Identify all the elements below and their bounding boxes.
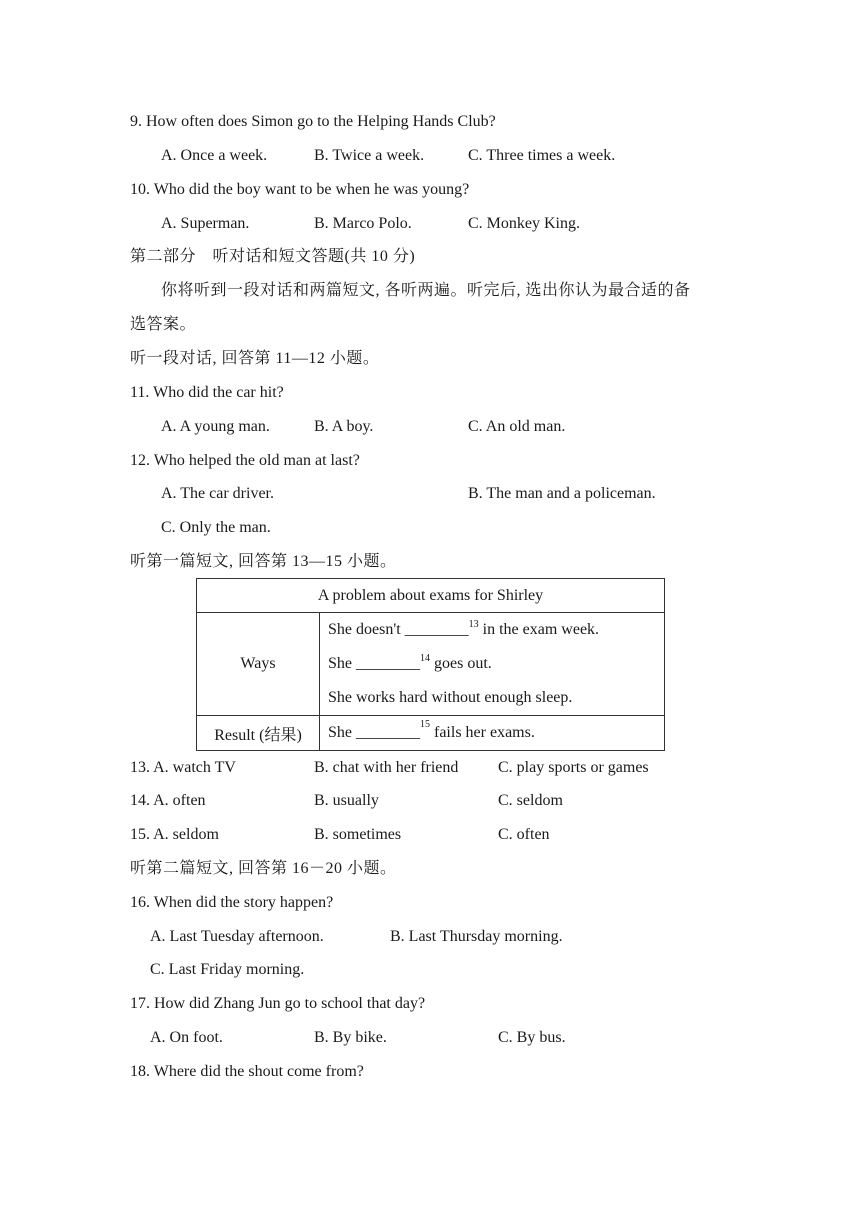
- table-ways-label: Ways: [197, 613, 320, 716]
- question-10-option-c: C. Monkey King.: [468, 215, 580, 232]
- way-2-text-after: goes out.: [430, 655, 492, 672]
- way-1-blank-text: She doesn't ________: [328, 621, 469, 638]
- question-12-option-a: A. The car driver.: [161, 485, 274, 502]
- part-2-instruction-line-1: 你将听到一段对话和两篇短文, 各听两遍。听完后, 选出你认为最合适的备: [161, 282, 691, 299]
- question-16-option-c: C. Last Friday morning.: [150, 961, 305, 978]
- question-15-option-c: C. often: [498, 826, 550, 843]
- table-title: A problem about exams for Shirley: [197, 579, 665, 613]
- result-text-after: fails her exams.: [430, 724, 535, 741]
- question-17-option-b: B. By bike.: [314, 1029, 387, 1046]
- way-1-text-after: in the exam week.: [478, 621, 600, 638]
- shirley-problem-table: [196, 578, 665, 751]
- question-9-option-a: A. Once a week.: [161, 147, 268, 164]
- question-9-stem: 9. How often does Simon go to the Helping Hands Club?: [130, 113, 496, 130]
- question-17-option-c: C. By bus.: [498, 1029, 566, 1046]
- blank-number-13: 13: [468, 619, 479, 630]
- question-16-option-b: B. Last Thursday morning.: [390, 928, 563, 945]
- blank-number-15: 15: [420, 719, 430, 730]
- question-10-option-a: A. Superman.: [161, 215, 250, 232]
- table-way-2: [328, 647, 664, 681]
- question-16-stem: 16. When did the story happen?: [130, 894, 334, 911]
- question-14-option-c: C. seldom: [498, 792, 563, 809]
- question-12-stem: 12. Who helped the old man at last?: [130, 452, 360, 469]
- question-11-option-a: A. A young man.: [161, 418, 270, 435]
- question-12-option-b: B. The man and a policeman.: [468, 485, 656, 502]
- table-way-1: [328, 613, 664, 647]
- passage-2-heading: 听第二篇短文, 回答第 16－20 小题。: [130, 860, 397, 877]
- question-15-option-b: B. sometimes: [314, 826, 402, 843]
- table-way-3: She works hard without enough sleep.: [328, 689, 573, 706]
- question-17-option-a: A. On foot.: [150, 1029, 223, 1046]
- table-ways-cell: [320, 613, 665, 716]
- part-2-instruction-line-2: 选答案。: [130, 316, 197, 333]
- question-13-option-b: B. chat with her friend: [314, 759, 459, 776]
- question-13-option-a: 13. A. watch TV: [130, 759, 236, 776]
- table-result-cell: [320, 716, 665, 751]
- blank-number-14: 14: [420, 653, 430, 664]
- question-9-option-b: B. Twice a week.: [314, 147, 425, 164]
- result-blank-text: She ________: [328, 724, 420, 741]
- dialogue-heading: 听一段对话, 回答第 11—12 小题。: [130, 350, 380, 367]
- question-9-option-c: C. Three times a week.: [468, 147, 616, 164]
- question-10-option-b: B. Marco Polo.: [314, 215, 412, 232]
- question-16-option-a: A. Last Tuesday afternoon.: [150, 928, 324, 945]
- question-15-option-a: 15. A. seldom: [130, 826, 219, 843]
- way-2-blank-text: She ________: [328, 655, 420, 672]
- question-12-option-c: C. Only the man.: [161, 519, 271, 536]
- passage-1-heading: 听第一篇短文, 回答第 13—15 小题。: [130, 553, 397, 570]
- question-14-option-a: 14. A. often: [130, 792, 206, 809]
- question-14-option-b: B. usually: [314, 792, 379, 809]
- question-11-stem: 11. Who did the car hit?: [130, 384, 284, 401]
- question-13-option-c: C. play sports or games: [498, 759, 649, 776]
- question-10-stem: 10. Who did the boy want to be when he was young?: [130, 181, 470, 198]
- question-18-stem: 18. Where did the shout come from?: [130, 1063, 364, 1080]
- part-2-heading: 第二部分 听对话和短文答题(共 10 分): [130, 248, 416, 265]
- question-11-option-c: C. An old man.: [468, 418, 566, 435]
- table-result-label: Result (结果): [197, 716, 320, 751]
- question-17-stem: 17. How did Zhang Jun go to school that day?: [130, 995, 426, 1012]
- question-11-option-b: B. A boy.: [314, 418, 374, 435]
